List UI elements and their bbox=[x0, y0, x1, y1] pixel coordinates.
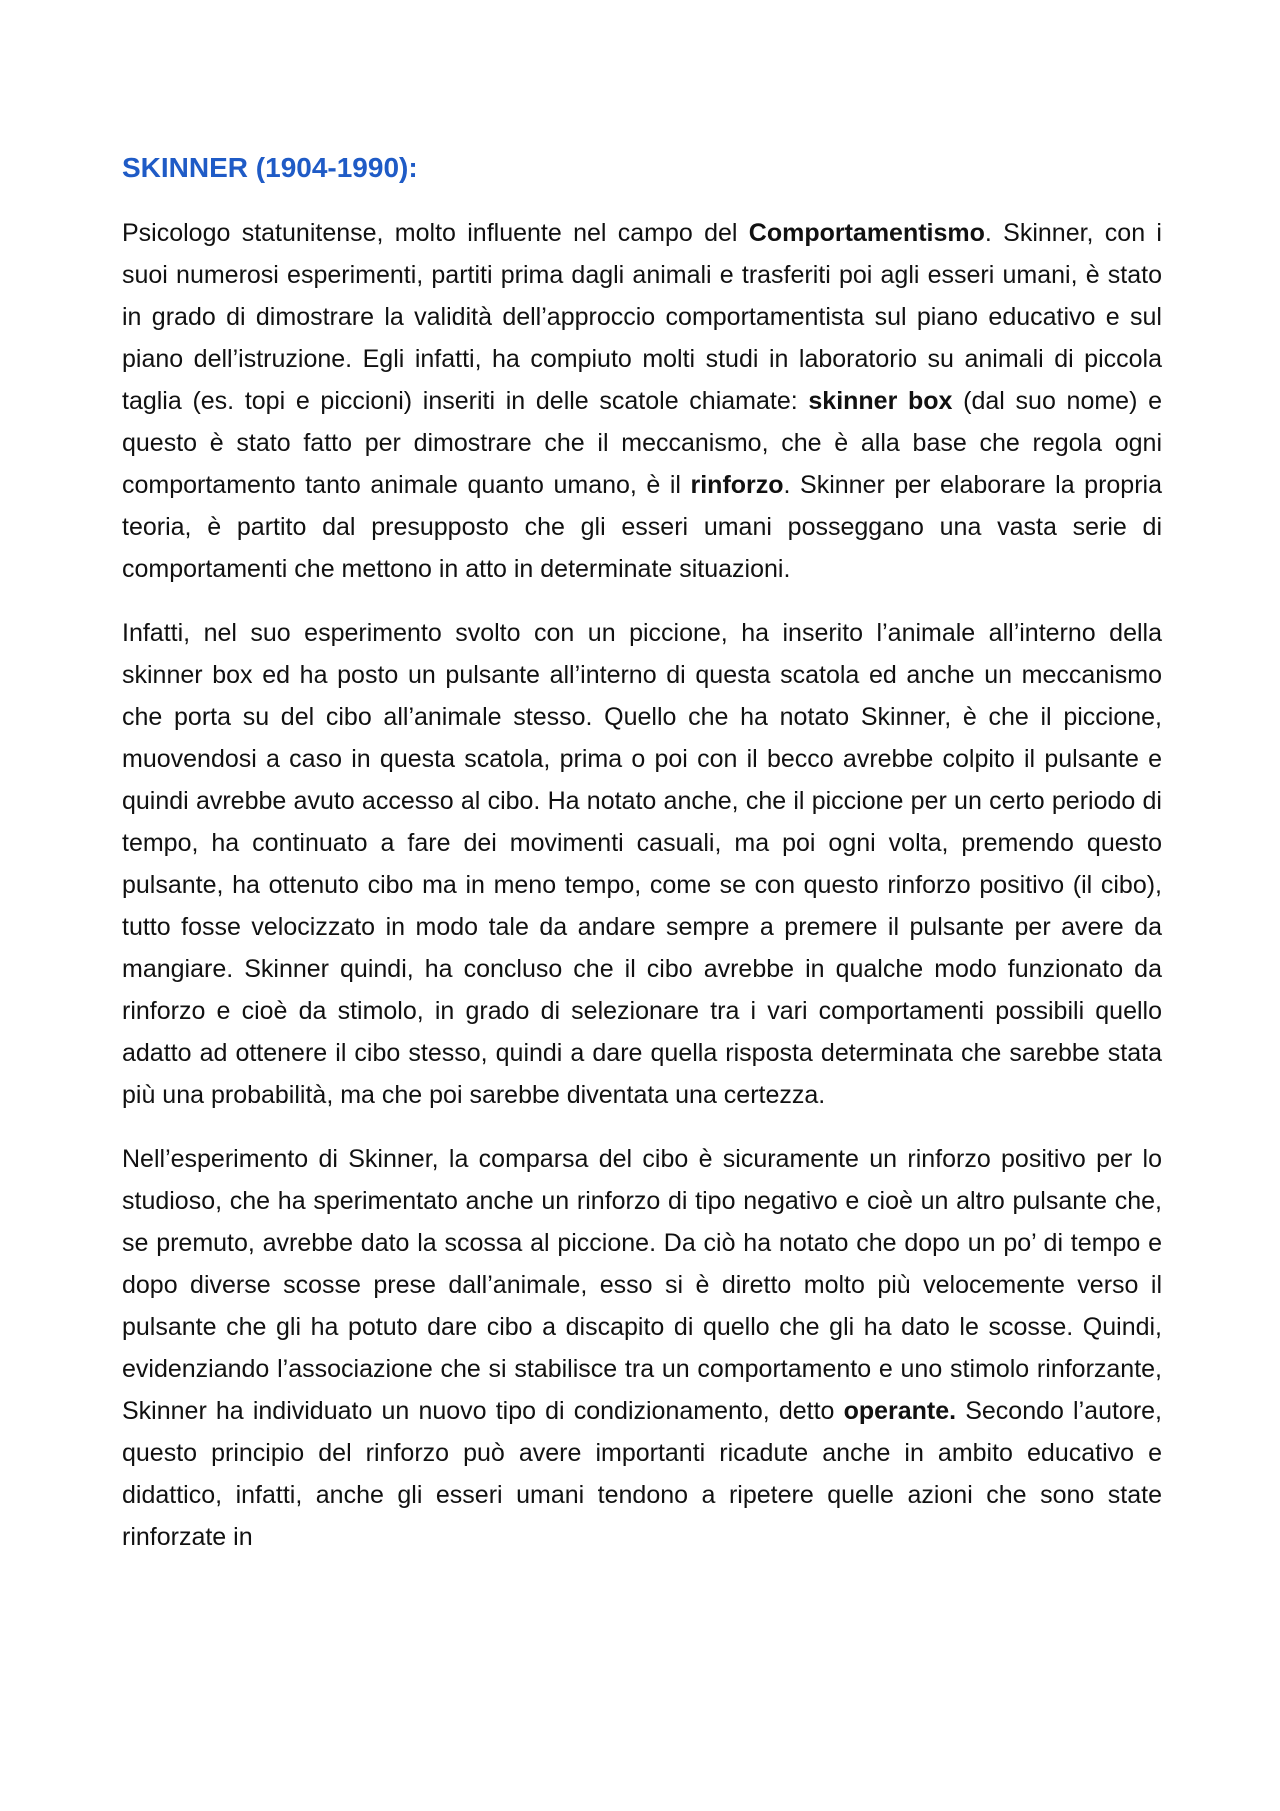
bold-term-comportamentismo: Comportamentismo bbox=[748, 219, 985, 247]
bold-term-skinner-box: skinner box bbox=[808, 387, 953, 415]
bold-term-rinforzo: rinforzo bbox=[690, 471, 784, 499]
paragraph-1-text-c: . Skinner, con i suoi numerosi esperimenti, partiti prima dagli animali e trasferiti poi agli esseri umani, è stato in grado di dimostrare la validità dell’approccio comportamentista sul piano educativo e sul piano dell’istruzione. Egli infatti, ha compiuto molti studi in laboratorio su animali di piccola taglia (es. topi e piccioni) inseriti in delle scatole chiamate: bbox=[122, 219, 1162, 415]
bold-term-operante: operante. bbox=[843, 1397, 957, 1425]
paragraph-1-text-a: Psicologo statunitense, molto influente nel campo del bbox=[122, 219, 749, 247]
paragraph-1-text-e: . Skinner per elaborare la propria teoria, è partito dal presupposto che gli esseri umani posseggano una vasta serie di comportamenti che mettono in atto in determinate situazioni. bbox=[122, 471, 1162, 583]
paragraph-3 bbox=[122, 1138, 1162, 1558]
paragraph-1-text-d: (dal suo nome) e questo è stato fatto per dimostrare che il meccanismo, che è alla base che regola ogni comportamento tanto animale quanto umano, è il bbox=[122, 387, 1162, 499]
document-page bbox=[122, 150, 1162, 1580]
paragraph-2: Infatti, nel suo esperimento svolto con un piccione, ha inserito l’animale all’interno della skinner box ed ha posto un pulsante all’interno di questa scatola ed anche un meccanismo che porta su del cibo all’animale stesso. Quello che ha notato Skinner, è che il piccione, muovendosi a caso in questa scatola, prima o poi con il becco avrebbe colpito il pulsante e quindi avrebbe avuto accesso al cibo. Ha notato anche, che il piccione per un certo periodo di tempo, ha continuato a fare dei movimenti casuali, ma poi ogni volta, premendo questo pulsante, ha ottenuto cibo ma in meno tempo, come se con questo rinforzo positivo (il cibo), tutto fosse velocizzato in modo tale da andare sempre a premere il pulsante per avere da mangiare. Skinner quindi, ha concluso che il cibo avrebbe in qualche modo funzionato da rinforzo e cioè da stimolo, in grado di selezionare tra i vari comportamenti possibili quello adatto ad ottenere il cibo stesso, quindi a dare quella risposta determinata che sarebbe stata più una probabilità, ma che poi sarebbe diventata una certezza. bbox=[122, 619, 1162, 1109]
paragraph-3-text-a: Nell’esperimento di Skinner, la comparsa del cibo è sicuramente un rinforzo positivo per lo studioso, che ha sperimentato anche un rinforzo di tipo negativo e cioè un altro pulsante che, se premuto, avrebbe dato la scossa al piccione. Da ciò ha notato che dopo un po’ di tempo e dopo diverse scosse prese dall’animale, esso si è diretto molto più velocemente verso il pulsante che gli ha potuto dare cibo a discapito di quello che gli ha dato le scosse. Quindi, evidenziando l’associazione che si stabilisce tra un comportamento e uno stimolo rinforzante, Skinner ha individuato un nuovo tipo di condizionamento, detto bbox=[122, 1145, 1162, 1425]
document-heading: SKINNER (1904-1990): bbox=[122, 152, 418, 183]
paragraph-3-text-c: Secondo l’autore, questo principio del rinforzo può avere importanti ricadute anche in ambito educativo e didattico, infatti, anche gli esseri umani tendono a ripetere quelle azioni che sono state rinforzate in bbox=[122, 1397, 1162, 1551]
paragraph-1 bbox=[122, 212, 1162, 590]
